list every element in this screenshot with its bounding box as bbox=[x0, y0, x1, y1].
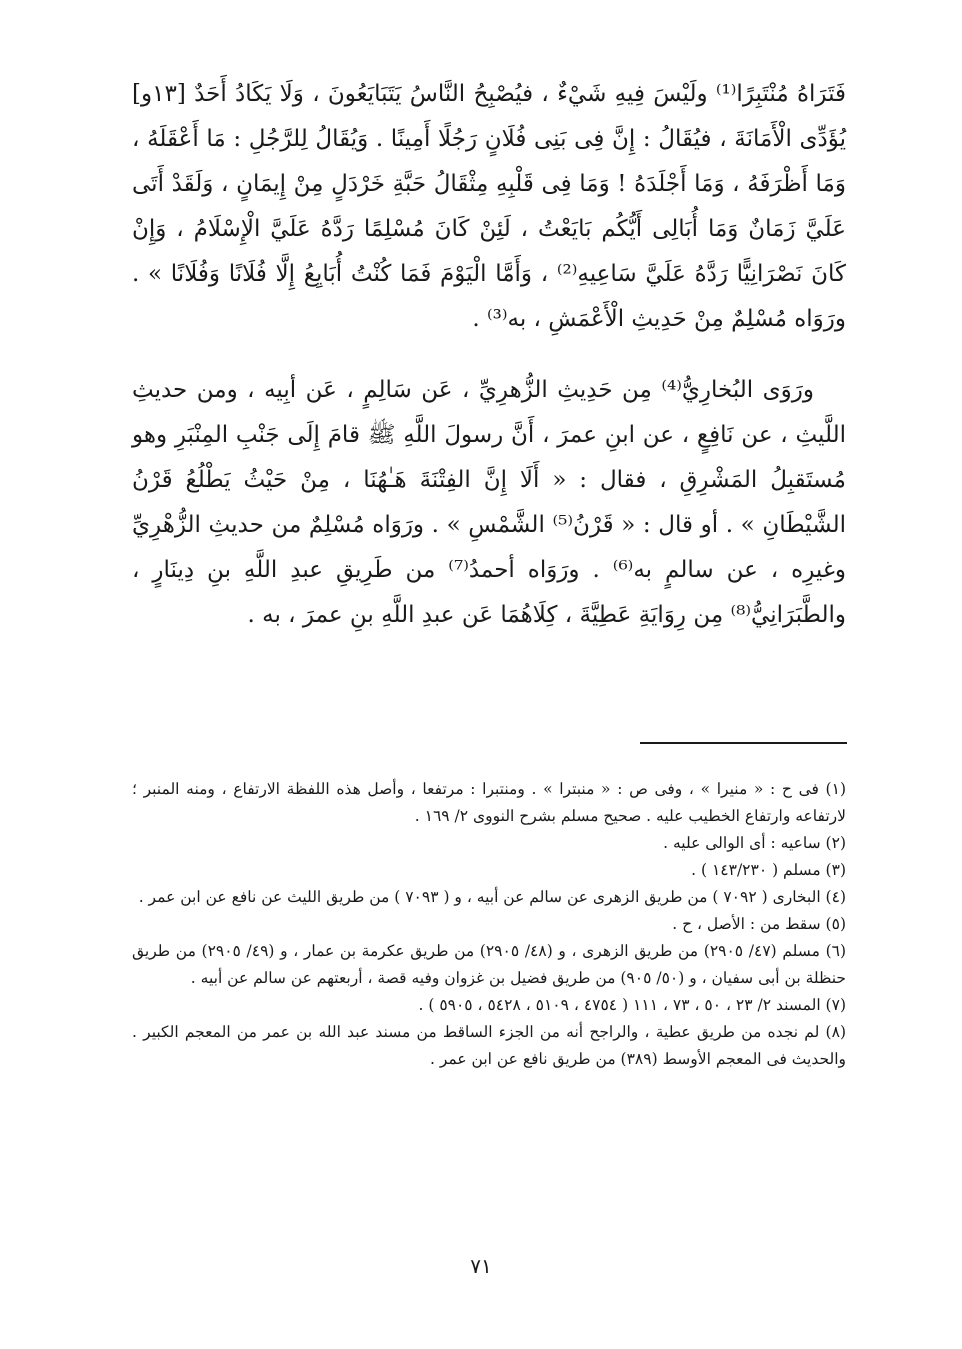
page-number: ٧١ bbox=[470, 1254, 492, 1278]
footnote-4: (٤) البخارى ( ٧٠٩٢ ) من طريق الزهرى عن سالم عن أبيه ، و ( ٧٠٩٣ ) من طريق الليث عن نافع عن ابن عمر . bbox=[138, 888, 846, 906]
footnote-1: (١) فى ح : « منيرا » ، وفى ص : « منبترا » . ومنتبرا : مرتفعا ، وأصل هذه اللفظة الارتفاع ، ومنه المنبر ؛ لارتفاعه وارتفاع الخطيب عليه . صحيح مسلم بشرح النووى ٢/ ١٦٩ . bbox=[132, 780, 846, 825]
footnote-3: (٣) مسلم ( ١٤٣/٢٣٠ ) . bbox=[691, 861, 846, 879]
main-text-body bbox=[132, 72, 846, 638]
footnote-7: (٧) المسند ٢/ ٢٣ ، ٥٠ ، ٧٣ ، ١١١ ( ٤٧٥٤ ، ٥١٠٩ ، ٥٤٢٨ ، ٥٩٠٥ ) . bbox=[418, 996, 846, 1014]
footnote-6: (٦) مسلم (٤٧/ ٢٩٠٥) من طريق الزهرى ، و (٤٨/ ٢٩٠٥) من طريق عكرمة بن عمار ، و (٤٩/ ٢٩٠٥) من طريق حنظلة بن أبى سفيان ، و (٥٠/ ٩٠٥) من طريق فضيل بن غزوان وفيه قصة ، أربعتهم عن سالم عن أبيه . bbox=[132, 942, 847, 987]
footnotes-section bbox=[132, 776, 846, 1073]
footnote-8: (٨) لم نجده من طريق عطية ، والراجح أنه من الجزء الساقط من مسند عبد الله بن عمر من المعجم الكبير . والحديث فى المعجم الأوسط (٣٨٩) من طريق نافع عن ابن عمر . bbox=[132, 1023, 846, 1068]
footnote-2: (٢) ساعيه : أى الوالى عليه . bbox=[663, 834, 846, 852]
footnote-5: (٥) سقط من : الأصل ، ح . bbox=[672, 915, 846, 933]
main-paragraph-2: ورَوَى البُخارِيُّ⁽⁴⁾ مِن حَدِيثِ الزُّهرِيِّ ، عَن سَالِمٍ ، عَن أبِيه ، ومن حديثِ اللَّيثِ ، عن نَافِعٍ ، عن ابنِ عمرَ ، أَنَّ رسولَ اللَّهِ ﷺ قامَ إِلَى جَنْبِ المِنْبَرِ وهو مُستَقبِلُ المَشْرِقِ ، فقال : « أَلَا إِنَّ الفِتْنَةَ هَـٰهُنَا ، مِنْ حَيْثُ يَطْلُعُ قَرْنُ الشَّيْطَانِ » . أو قال : « قَرْنُ⁽⁵⁾ الشَّمْسِ » . ورَوَاه مُسْلِمٌ من حديثِ الزُّهْرِيِّ وغيرِه ، عن سالمٍ به⁽⁶⁾ . ورَوَاه أحمدُ⁽⁷⁾ من طَرِيقِ عبدِ اللَّهِ بنِ دِينَارٍ ، والطَّبَرَانِيُّ⁽⁸⁾ مِن رِوَايَةِ عَطِيَّةَ ، كِلَاهُمَا عَن عبدِ اللَّهِ بنِ عمرَ ، به . bbox=[132, 377, 846, 628]
main-paragraph-1: فَتَرَاهُ مُنْتَبِرًا⁽¹⁾ ولَيْسَ فِيهِ شَيْءٌ ، فيُصْبِحُ النَّاسُ يَتَبَايَعُونَ ، وَلَا يَكَادُ أَحَدٌ [١٣و] يُؤَدِّى الْأَمَانَةَ ، فيُقَالُ : إِنَّ فِى بَنِى فُلَانٍ رَجُلًا أَمِينًا . وَيُقَالُ لِلرَّجُلِ : مَا أَعْقَلَهُ ، وَمَا أَظْرَفَهُ ، وَمَا أَجْلَدَهُ ! وَمَا فِى قَلْبِهِ مِثْقَالُ حَبَّةِ خَرْدَلٍ مِنْ إِيمَانٍ ، وَلَقَدْ أَتَى عَلَيَّ زَمَانٌ وَمَا أُبَالِى أَيُّكُم بَايَعْتُ ، لَئِنْ كَانَ مُسْلِمًا رَدَّهُ عَلَيَّ الْإِسْلَامُ ، وَإِنْ كَانَ نَصْرَانِيًّا رَدَّهُ عَلَيَّ سَاعِيهِ⁽²⁾ ، وَأَمَّا الْيَوْمَ فَمَا كُنْتُ أُبَايِعُ إِلَّا فُلَانًا وَفُلَانًا » . ورَوَاه مُسْلِمٌ مِنْ حَدِيثِ الْأَعْمَشِ ، به⁽³⁾ . bbox=[132, 81, 847, 332]
footnote-divider bbox=[640, 742, 847, 744]
